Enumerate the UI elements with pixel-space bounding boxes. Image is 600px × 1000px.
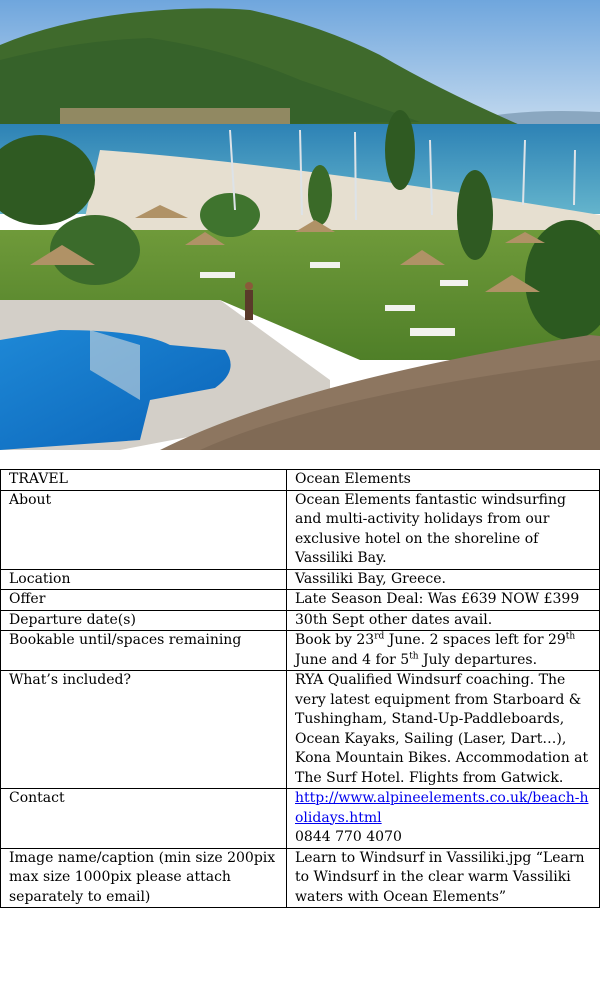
table-row <box>1 631 600 671</box>
row-value <box>287 789 600 849</box>
row-key: Offer <box>1 590 287 611</box>
row-value: Ocean Elements <box>287 470 600 491</box>
table-row <box>1 789 600 849</box>
row-key: Bookable until/spaces remaining <box>1 631 287 671</box>
contact-link[interactable]: http://www.alpineelements.co.uk/beach-holidays.html <box>295 790 589 826</box>
beach-photo-image <box>0 0 600 450</box>
row-value: Learn to Windsurf in Vassiliki.jpg “Learn to Windsurf in the clear warm Vassiliki waters with Ocean Elements” <box>287 848 600 908</box>
contact-phone: 0844 770 4070 <box>295 829 402 845</box>
row-key: About <box>1 490 287 569</box>
table-row <box>1 569 600 590</box>
value-text: July departures. <box>418 651 538 668</box>
row-value: Ocean Elements fantastic windsurfing and multi-activity holidays from our exclusive hotel on the shoreline of Vassiliki Bay. <box>287 490 600 569</box>
table-row <box>1 470 600 491</box>
row-value: 30th Sept other dates avail. <box>287 610 600 631</box>
row-key: What’s included? <box>1 671 287 789</box>
table-row <box>1 490 600 569</box>
info-table <box>0 469 600 908</box>
value-text: Book by 23 <box>295 632 375 648</box>
value-text: June and 4 for 5 <box>295 651 410 668</box>
row-value <box>287 631 600 671</box>
table-row <box>1 610 600 631</box>
row-key: Image name/caption (min size 200pix max size 1000pix please attach separately to email) <box>1 848 287 908</box>
table-row <box>1 848 600 908</box>
table-row <box>1 590 600 611</box>
hero-photo <box>0 0 600 450</box>
row-key: TRAVEL <box>1 470 287 491</box>
value-text: June. 2 spaces left for 29 <box>384 632 566 648</box>
row-key: Contact <box>1 789 287 849</box>
row-value: Late Season Deal: Was £639 NOW £399 <box>287 590 600 611</box>
row-value: Vassiliki Bay, Greece. <box>287 569 600 590</box>
row-value: RYA Qualified Windsurf coaching. The very latest equipment from Starboard & Tushingham, Stand-Up-Paddleboards, Ocean Kayaks, Sailing (Laser, Dart…), Kona Mountain Bikes. Accommodation at The Surf Hotel. Flights from Gatwick. <box>287 671 600 789</box>
superscript: th <box>409 650 419 661</box>
table-row <box>1 671 600 789</box>
row-key: Location <box>1 569 287 590</box>
superscript: rd <box>374 631 385 642</box>
superscript: th <box>565 631 576 642</box>
row-key: Departure date(s) <box>1 610 287 631</box>
